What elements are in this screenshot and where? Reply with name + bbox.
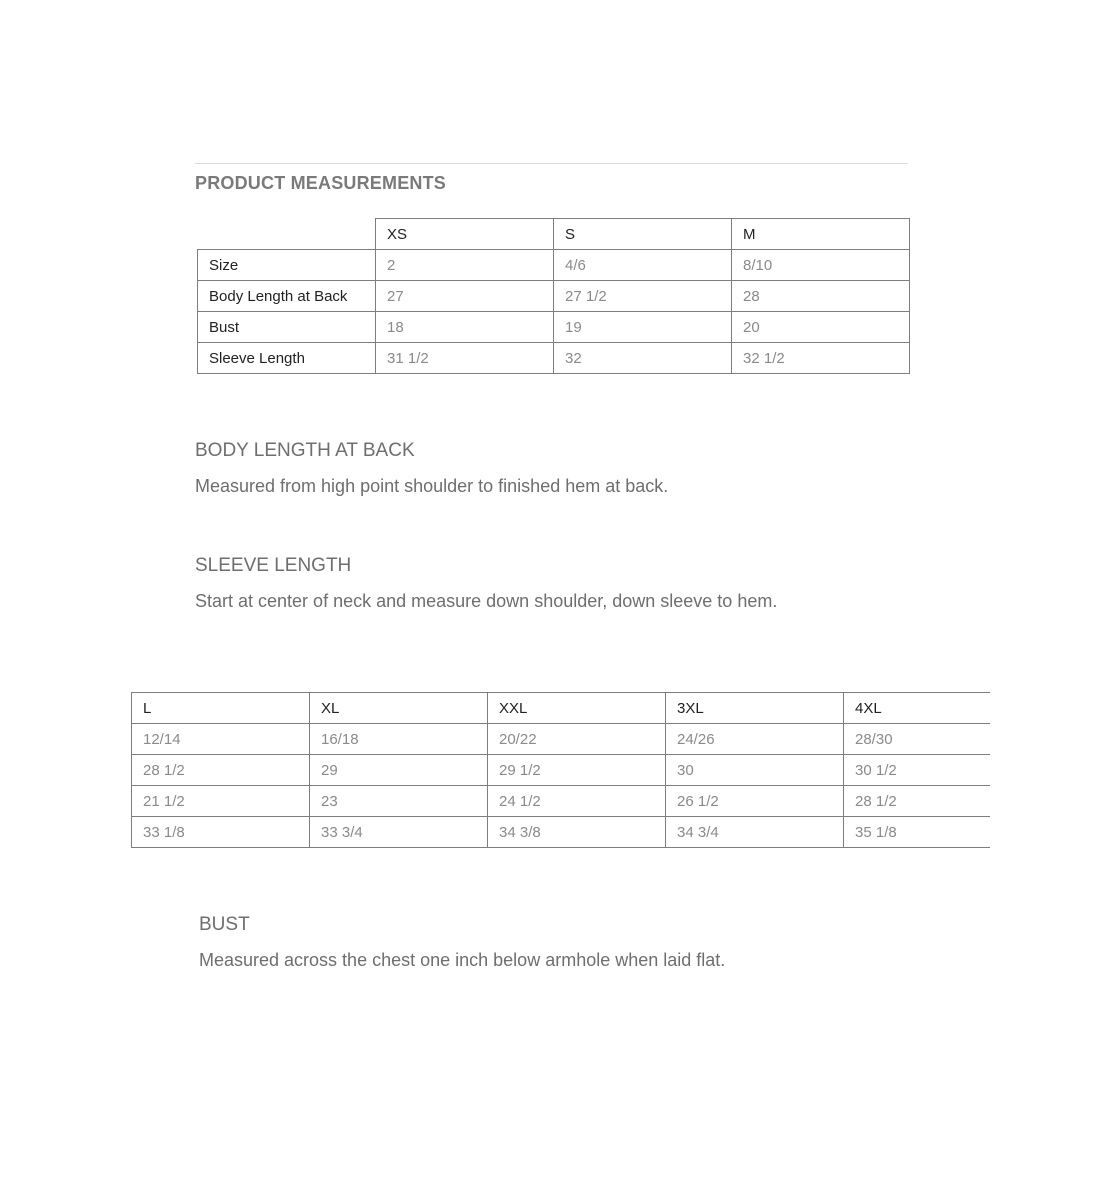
- table-cell: 21 1/2: [132, 786, 310, 817]
- body-length-heading: BODY LENGTH AT BACK: [195, 440, 415, 461]
- row-label: Sleeve Length: [198, 343, 376, 374]
- table-cell: 27 1/2: [554, 281, 732, 312]
- table-cell: 19: [554, 312, 732, 343]
- sleeve-length-description: Start at center of neck and measure down shoulder, down sleeve to hem.: [195, 591, 778, 611]
- bust-heading: BUST: [199, 914, 250, 935]
- row-label: Bust: [198, 312, 376, 343]
- table-cell: 23: [310, 786, 488, 817]
- table-cell: 12/14: [132, 724, 310, 755]
- table-cell: 2: [376, 250, 554, 281]
- table-cell: 24/26: [666, 724, 844, 755]
- table-cell: 35 1/8: [844, 817, 990, 848]
- table-cell: 34 3/4: [666, 817, 844, 848]
- table-header-row: [198, 219, 910, 250]
- column-header-m: M: [732, 219, 910, 250]
- table-row-size: [132, 724, 990, 755]
- table-cell: 28: [732, 281, 910, 312]
- table-cell: 32 1/2: [732, 343, 910, 374]
- row-label: Body Length at Back: [198, 281, 376, 312]
- table-cell: 28 1/2: [132, 755, 310, 786]
- table-cell: 24 1/2: [488, 786, 666, 817]
- column-header-xs: XS: [376, 219, 554, 250]
- table-cell: 29 1/2: [488, 755, 666, 786]
- measurements-table-small-sizes: [197, 218, 910, 374]
- table-cell: 16/18: [310, 724, 488, 755]
- table-cell: 20/22: [488, 724, 666, 755]
- table-cell: 33 1/8: [132, 817, 310, 848]
- table-cell: 20: [732, 312, 910, 343]
- table-cell: 8/10: [732, 250, 910, 281]
- column-header-xl: XL: [310, 693, 488, 724]
- table-cell: 34 3/8: [488, 817, 666, 848]
- table-cell: 30 1/2: [844, 755, 990, 786]
- bust-description: Measured across the chest one inch below armhole when laid flat.: [199, 950, 726, 970]
- table-cell: 18: [376, 312, 554, 343]
- table-row-sleeve-length: [198, 343, 910, 374]
- table-cell: 29: [310, 755, 488, 786]
- column-header-3xl: 3XL: [666, 693, 844, 724]
- table-row-body-length: [132, 755, 990, 786]
- table-cell: 4/6: [554, 250, 732, 281]
- table-cell: 31 1/2: [376, 343, 554, 374]
- table-row-sleeve-length: [132, 817, 990, 848]
- table-cell: 33 3/4: [310, 817, 488, 848]
- measurements-table-large-sizes: [131, 692, 990, 848]
- table-cell: 28/30: [844, 724, 990, 755]
- table-row-bust: [198, 312, 910, 343]
- row-label: Size: [198, 250, 376, 281]
- sleeve-length-heading: SLEEVE LENGTH: [195, 555, 352, 576]
- body-length-description: Measured from high point shoulder to finished hem at back.: [195, 476, 669, 496]
- column-header-4xl: 4XL: [844, 693, 990, 724]
- table-cell: 28 1/2: [844, 786, 990, 817]
- table-cell: 32: [554, 343, 732, 374]
- table-header-row: [132, 693, 990, 724]
- column-header-s: S: [554, 219, 732, 250]
- table-cell: 30: [666, 755, 844, 786]
- column-header-xxl: XXL: [488, 693, 666, 724]
- table-cell: 27: [376, 281, 554, 312]
- table-row-bust: [132, 786, 990, 817]
- page-title: PRODUCT MEASUREMENTS: [195, 173, 447, 193]
- table-corner-cell: [198, 219, 376, 250]
- column-header-l: L: [132, 693, 310, 724]
- table-row-size: [198, 250, 910, 281]
- top-divider: [195, 163, 908, 164]
- table-row-body-length: [198, 281, 910, 312]
- table-cell: 26 1/2: [666, 786, 844, 817]
